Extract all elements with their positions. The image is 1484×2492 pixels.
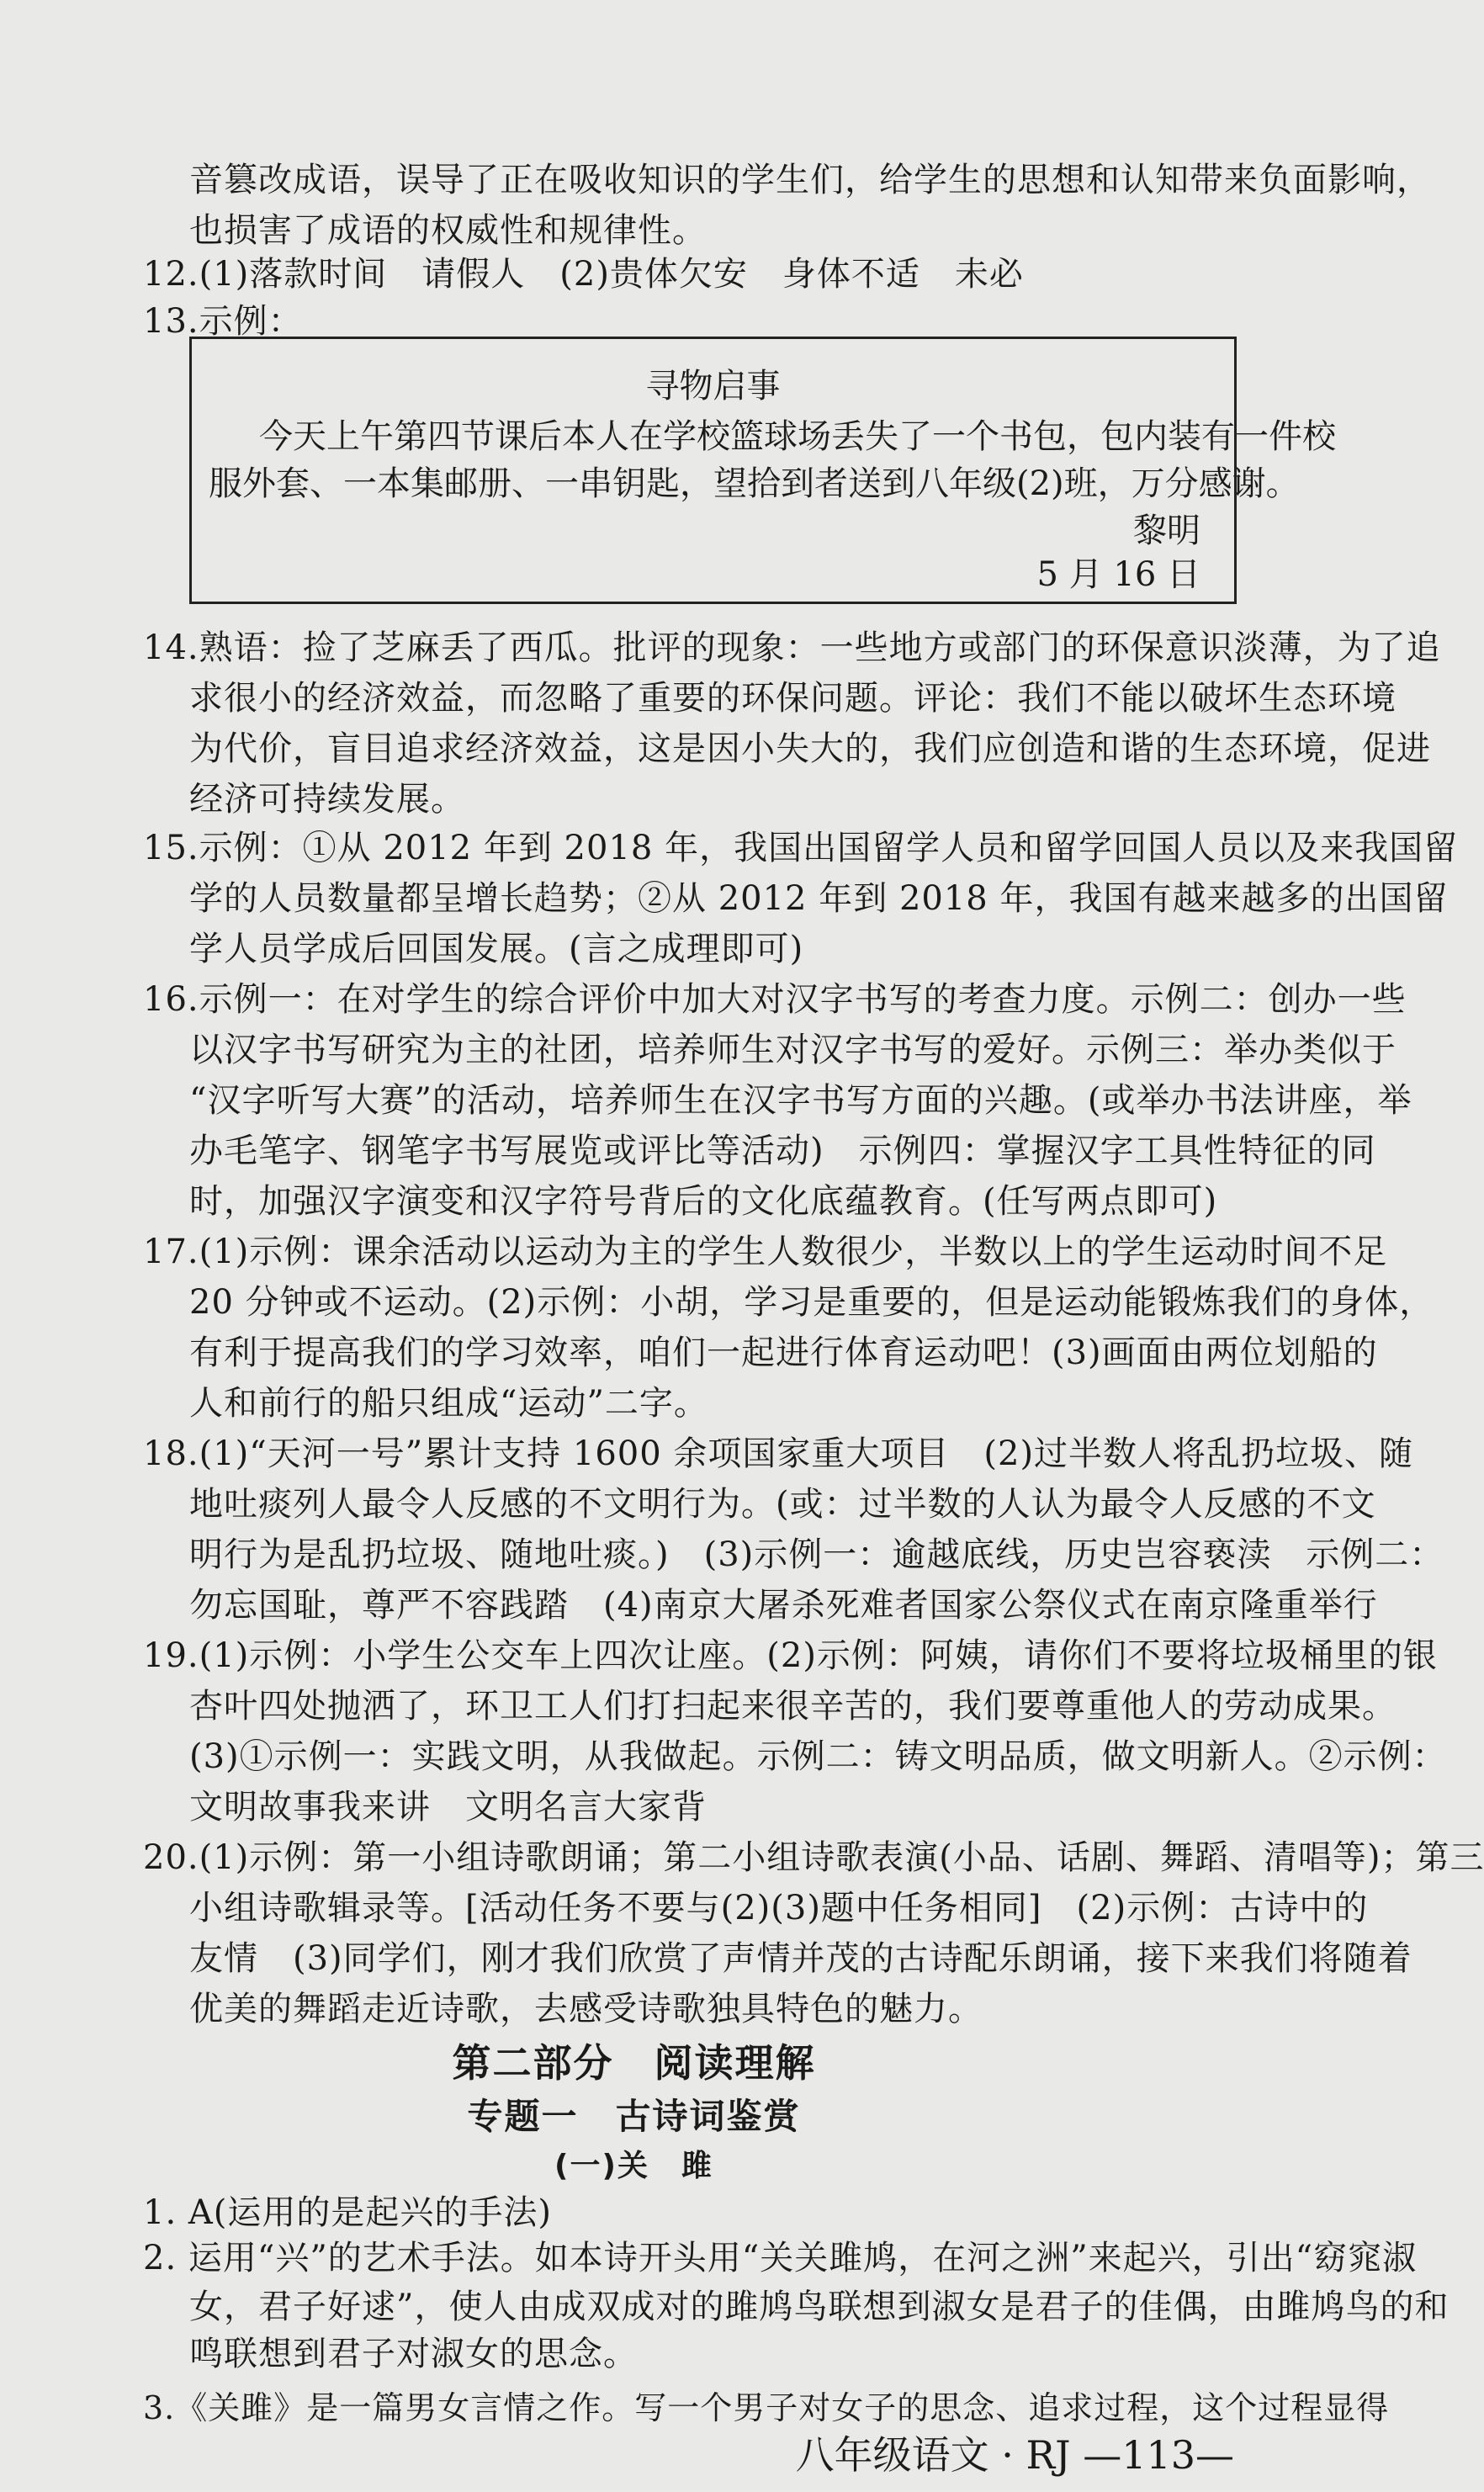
text-line: 为代价，盲目追求经济效益，这是因小失大的，我们应创造和谐的生态环境，促进 xyxy=(189,729,1431,768)
notice-body: 服外套、一本集邮册、一串钥匙，望拾到者送到八年级(2)班，万分感谢。 xyxy=(209,464,1300,503)
text-line: 求很小的经济效益，而忽略了重要的环保问题。评论：我们不能以破坏生态环境 xyxy=(189,679,1397,718)
notice-body: 今天上午第四节课后本人在学校篮球场丢失了一个书包，包内装有一件校 xyxy=(259,417,1336,456)
notice-title: 寻物启事 xyxy=(645,367,781,406)
answer-12: 12.(1)落款时间 请假人 (2)贵体欠安 身体不适 未必 xyxy=(143,255,1024,294)
answer-20: 20.(1)示例：第一小组诗歌朗诵；第二小组诗歌表演(小品、话剧、舞蹈、清唱等)；第三 xyxy=(143,1838,1484,1877)
topic-heading: 专题一 古诗词鉴赏 xyxy=(467,2096,801,2137)
text-line: 音篡改成语，误导了正在吸收知识的学生们，给学生的思想和认知带来负面影响， xyxy=(189,161,1431,199)
part-heading: 第二部分 阅读理解 xyxy=(452,2040,816,2086)
text-line: 学的人员数量都呈增长趋势；②从 2012 年到 2018 年，我国有越来越多的出国留 xyxy=(189,879,1449,918)
text-line: 以汉字书写研究为主的社团，培养师生对汉字书写的爱好。示例三：举办类似于 xyxy=(189,1031,1397,1069)
answer-18: 18.(1)“天河一号”累计支持 1600 余项国家重大项目 (2)过半数人将乱扔垃圾、随 xyxy=(143,1434,1414,1473)
text-line: 有利于提高我们的学习效率，咱们一起进行体育运动吧！(3)画面由两位划船的 xyxy=(189,1333,1378,1372)
reading-answer-1: 1. A(运用的是起兴的手法) xyxy=(143,2193,552,2232)
text-line: 时，加强汉字演变和汉字符号背后的文化底蕴教育。(任写两点即可) xyxy=(189,1182,1218,1221)
answer-15: 15.示例：①从 2012 年到 2018 年，我国出国留学人员和留学回国人员以及来我国留 xyxy=(143,829,1459,867)
reading-answer-3: 3.《关雎》是一篇男女言情之作。写一个男子对女子的思念、追求过程，这个过程显得 xyxy=(143,2389,1390,2426)
poem-heading: (一)关 雎 xyxy=(554,2149,713,2183)
lost-item-notice xyxy=(189,337,1336,604)
text-line: 优美的舞蹈走近诗歌，去感受诗歌独具特色的魅力。 xyxy=(189,1990,983,2028)
answer-14: 14.熟语：捡了芝麻丢了西瓜。批评的现象：一些地方或部门的环保意识淡薄，为了追 xyxy=(143,628,1441,667)
text-line: 小组诗歌辑录等。[活动任务不要与(2)(3)题中任务相同] (2)示例：古诗中的 xyxy=(189,1889,1369,1927)
text-line: 友情 (3)同学们，刚才我们欣赏了声情并茂的古诗配乐朗诵，接下来我们将随着 xyxy=(189,1939,1412,1978)
text-line: 地吐痰列人最令人反感的不文明行为。(或：过半数的人认为最令人反感的不文 xyxy=(189,1485,1376,1524)
text-line: 明行为是乱扔垃圾、随地吐痰。) (3)示例一：逾越底线，历史岂容亵渎 示例二： xyxy=(189,1535,1444,1574)
answer-17: 17.(1)示例：课余活动以运动为主的学生人数很少，半数以上的学生运动时间不足 xyxy=(143,1233,1388,1271)
text-line: 鸣联想到君子对淑女的思念。 xyxy=(189,2335,638,2373)
text-line: 办毛笔字、钢笔字书写展览或评比等活动) 示例四：掌握汉字工具性特征的同 xyxy=(189,1132,1376,1170)
answer-16: 16.示例一：在对学生的综合评价中加大对汉字书写的考查力度。示例二：创办一些 xyxy=(143,980,1407,1019)
answer-13: 13.示例： xyxy=(143,302,303,341)
reading-answer-2: 2. 运用“兴”的艺术手法。如本诗开头用“关关雎鸠，在河之洲”来起兴，引出“窈窕淑 xyxy=(143,2239,1418,2277)
text-line: 也损害了成语的权威性和规律性。 xyxy=(189,211,707,250)
page-footer: 八年级语文 · RJ —113— xyxy=(795,2432,1234,2478)
text-line: 学人员学成后回国发展。(言之成理即可) xyxy=(189,930,804,968)
text-line: 勿忘国耻，尊严不容践踏 (4)南京大屠杀死难者国家公祭仪式在南京隆重举行 xyxy=(189,1586,1378,1625)
notice-signer: 黎明 xyxy=(1133,512,1200,550)
text-line: (3)①示例一：实践文明，从我做起。示例二：铸文明品质，做文明新人。②示例： xyxy=(189,1737,1447,1776)
text-line: 文明故事我来讲 文明名言大家背 xyxy=(189,1788,707,1827)
notice-date: 5 月 16 日 xyxy=(1036,555,1200,594)
text-line: 女，君子好逑”，使人由成双成对的雎鸠鸟联想到淑女是君子的佳偶，由雎鸠鸟的和 xyxy=(189,2288,1450,2326)
text-line: 20 分钟或不运动。(2)示例：小胡，学习是重要的，但是运动能锻炼我们的身体， xyxy=(189,1283,1434,1322)
text-line: 人和前行的船只组成“运动”二字。 xyxy=(189,1384,708,1423)
text-line: 经济可持续发展。 xyxy=(189,780,465,819)
text-line: “汉字听写大赛”的活动，培养师生在汉字书写方面的兴趣。(或举办书法讲座，举 xyxy=(189,1081,1412,1120)
text-line: 杏叶四处抛洒了，环卫工人们打扫起来很辛苦的，我们要尊重他人的劳动成果。 xyxy=(189,1687,1397,1726)
answer-19: 19.(1)示例：小学生公交车上四次让座。(2)示例：阿姨，请你们不要将垃圾桶里的银 xyxy=(143,1636,1438,1675)
